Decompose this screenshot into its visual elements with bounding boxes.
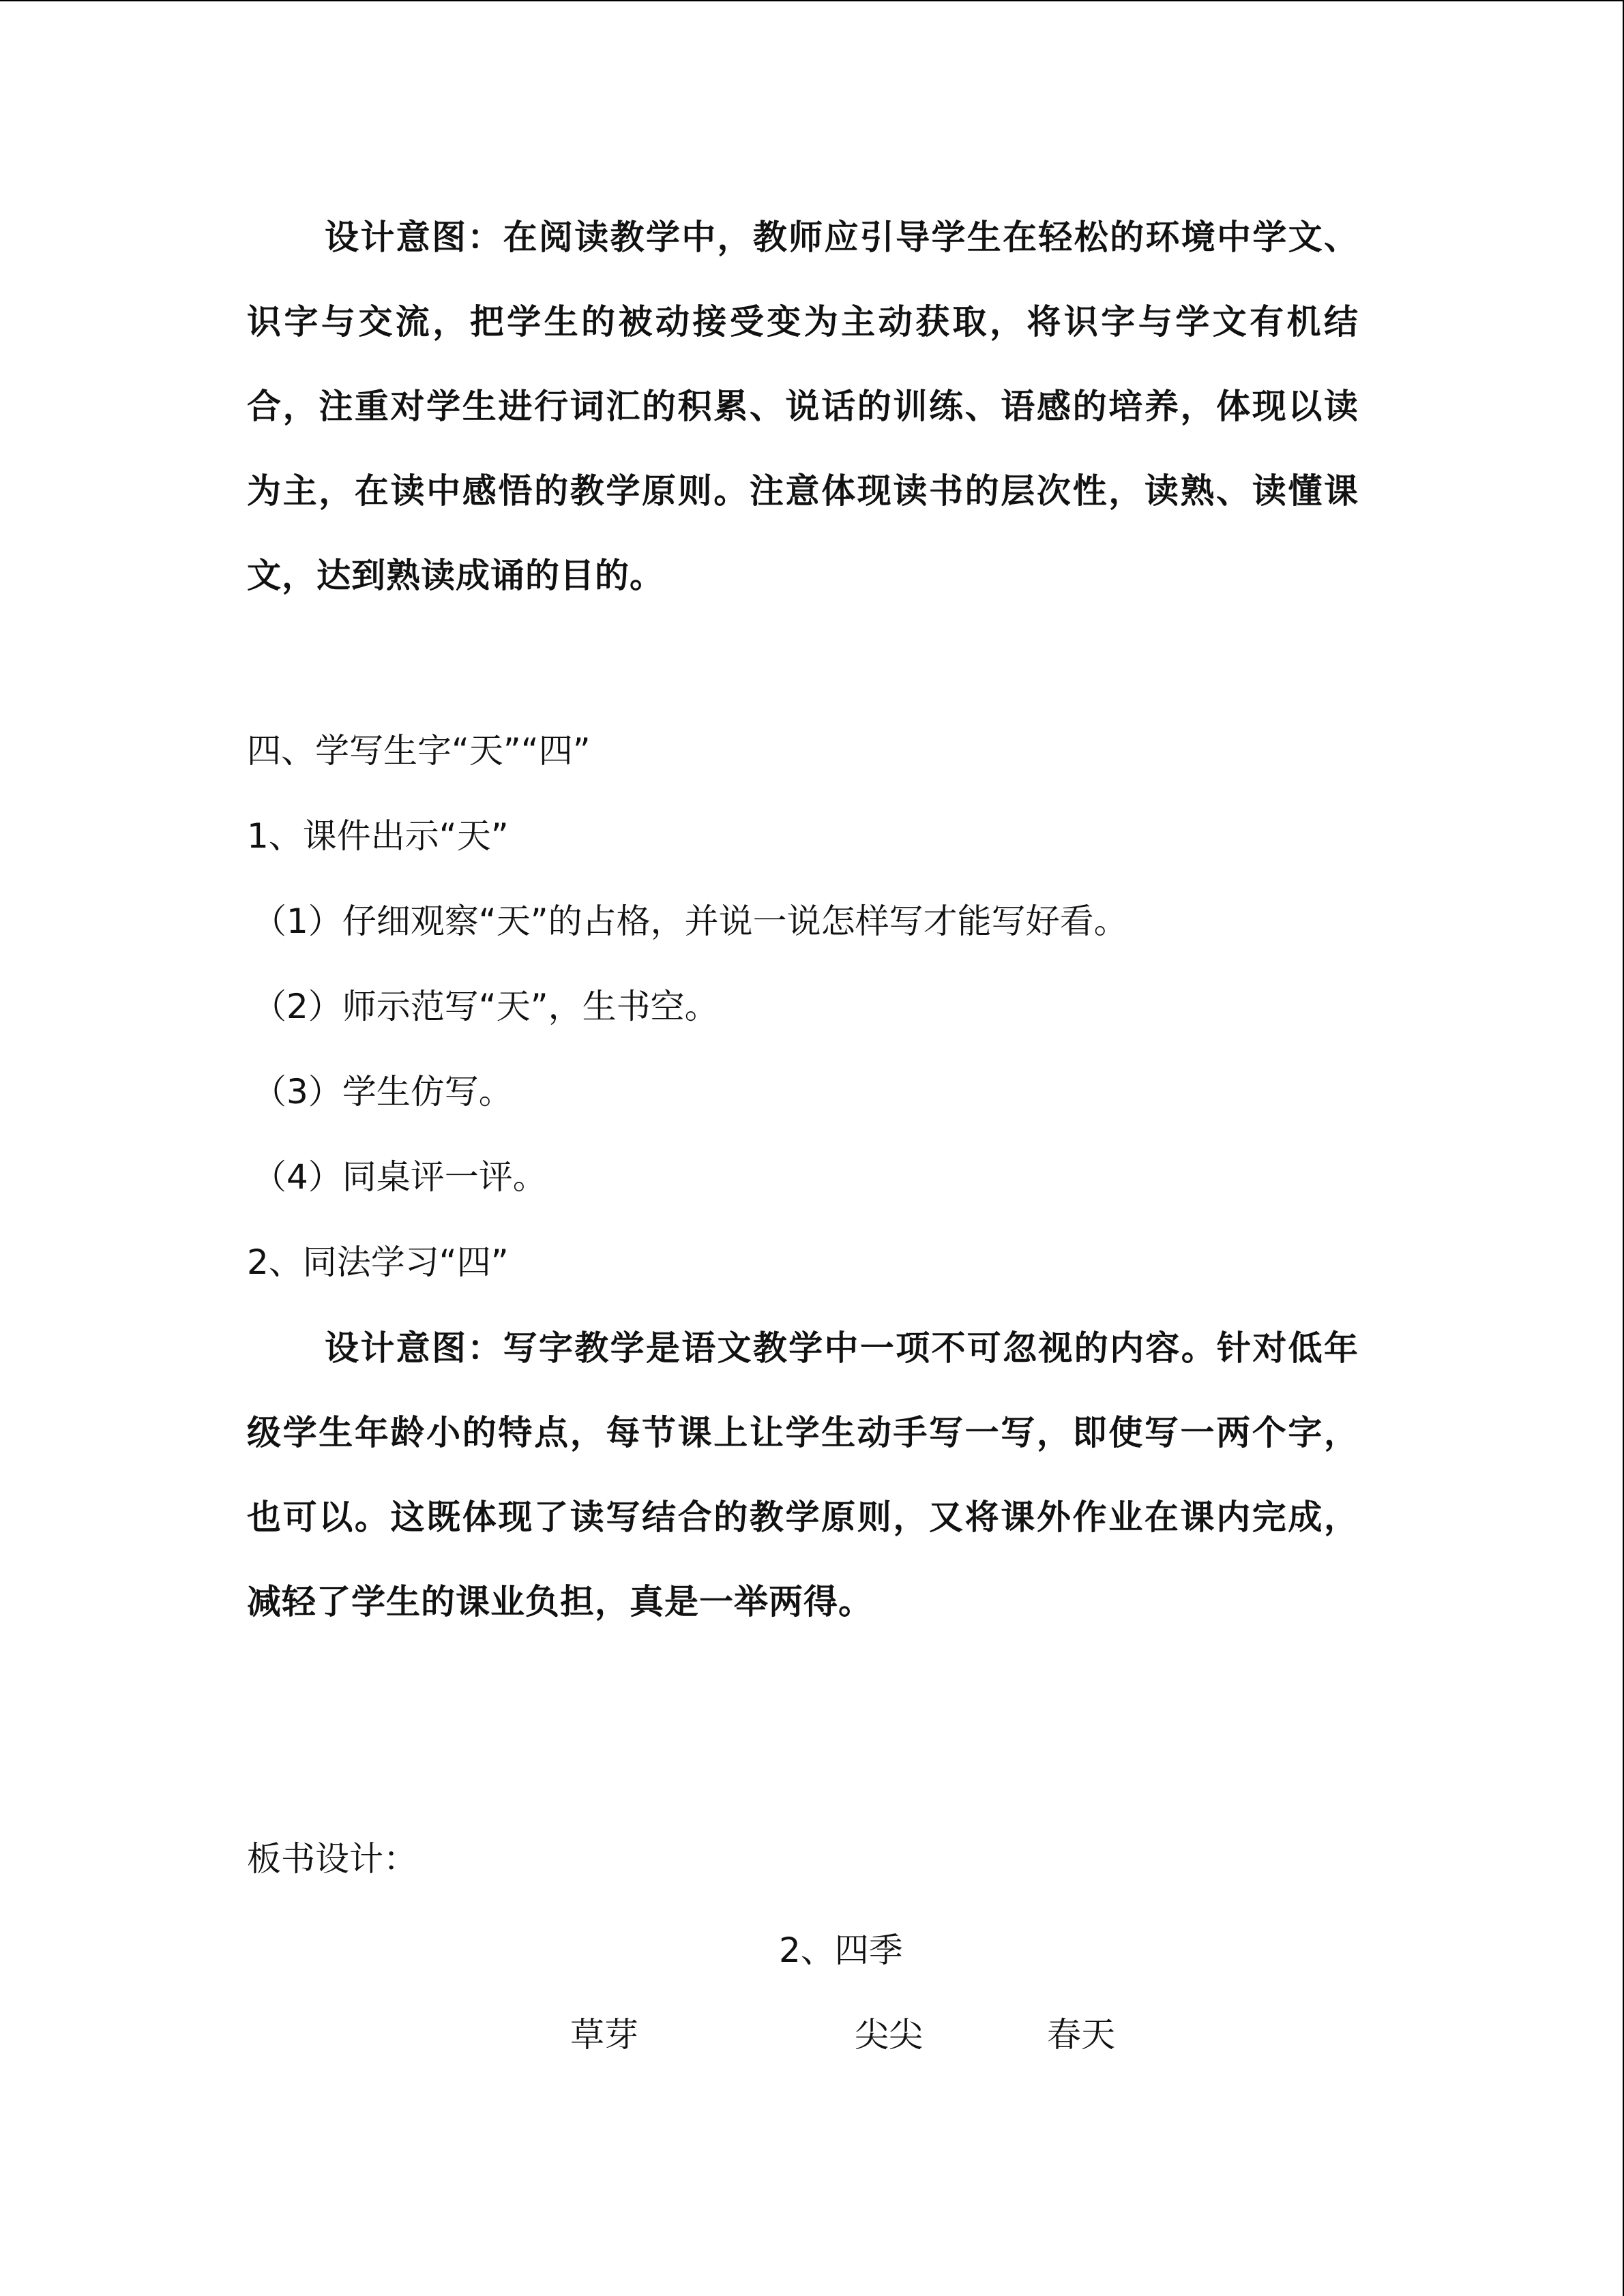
sub-step-3: （3）学生仿写。 [252, 1072, 513, 1112]
design-intent-paragraph-1: 设计意图：在阅读教学中，教师应引导学生在轻松的环境中学文、识字与交流，把学生的被动接受变为主动获取，将识字与学文有机结合，注重对学生进行词汇的积累、说话的训练、语感的培养，体现以读为主，在读中感悟的教学原则。注意体现读书的层次性，读熟、读懂课文，达到熟读成诵的目的。 [247, 218, 1359, 595]
board-word: 春天 [1047, 2015, 1115, 2055]
design-intent-paragraph-2: 设计意图：写字教学是语文教学中一项不可忽视的内容。针对低年级学生年龄小的特点，每节课上让学生动手写一写，即使写一两个字，也可以。这既体现了读写结合的教学原则，又将课外作业在课内完成，减轻了学生的课业负担，真是一举两得。 [247, 1328, 1359, 1622]
board-design-label: 板书设计： [247, 1839, 417, 1879]
section-heading-4: 四、学写生字“天”“四” [247, 731, 591, 771]
sub-step-1: （1）仔细观察“天”的占格，并说一说怎样写才能写好看。 [252, 901, 1128, 941]
sub-step-2: （2）师示范写“天”，生书空。 [252, 987, 719, 1026]
sub-step-4: （4）同桌评一评。 [252, 1157, 547, 1197]
board-word: 尖尖 [855, 2015, 923, 2055]
board-word: 草芽 [570, 2015, 638, 2055]
step-2: 2、同法学习“四” [247, 1242, 509, 1282]
board-title: 2、四季 [779, 1930, 903, 1970]
step-1: 1、课件出示“天” [247, 816, 509, 856]
